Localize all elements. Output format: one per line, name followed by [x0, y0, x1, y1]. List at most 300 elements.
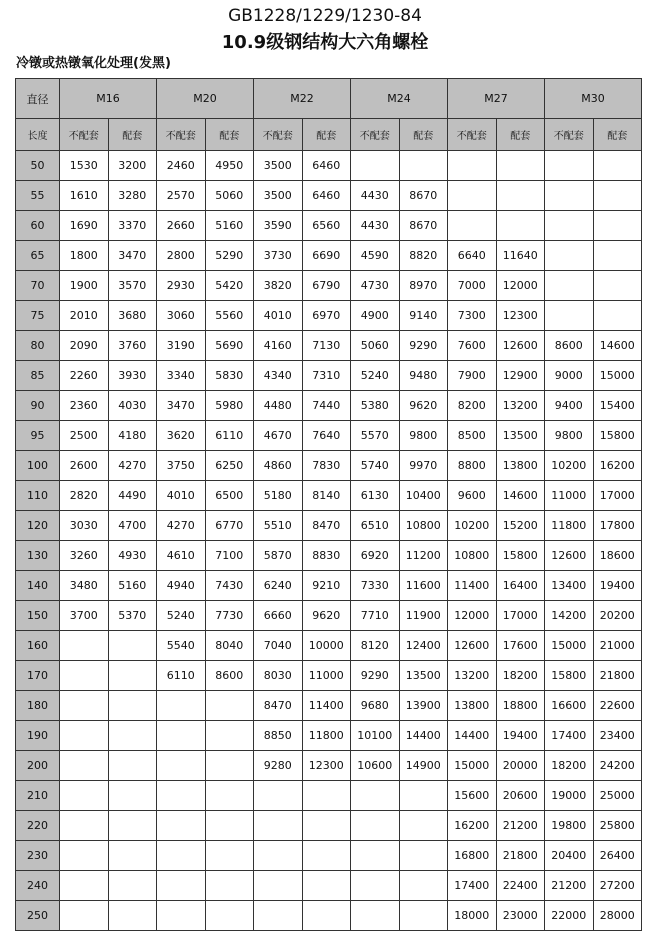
price-cell	[302, 781, 351, 811]
price-cell	[157, 781, 206, 811]
table-row	[16, 901, 642, 931]
price-cell: 6250	[205, 451, 254, 481]
price-cell: 5830	[205, 361, 254, 391]
table-row	[16, 421, 642, 451]
price-cell: 11000	[545, 481, 594, 511]
price-cell	[108, 661, 157, 691]
price-cell	[399, 811, 448, 841]
price-cell	[60, 811, 109, 841]
price-cell: 13500	[399, 661, 448, 691]
price-cell: 19400	[593, 571, 642, 601]
price-cell: 2090	[60, 331, 109, 361]
price-cell: 3030	[60, 511, 109, 541]
price-cell: 3370	[108, 211, 157, 241]
price-cell: 17600	[496, 631, 545, 661]
price-cell: 24200	[593, 751, 642, 781]
price-cell: 12000	[496, 271, 545, 301]
price-cell	[60, 871, 109, 901]
price-cell	[108, 631, 157, 661]
price-cell	[205, 841, 254, 871]
price-cell: 4610	[157, 541, 206, 571]
table-row	[16, 811, 642, 841]
table-row	[16, 691, 642, 721]
price-cell	[60, 781, 109, 811]
price-cell: 2930	[157, 271, 206, 301]
price-cell	[108, 811, 157, 841]
price-cell: 5420	[205, 271, 254, 301]
length-cell: 230	[16, 841, 60, 871]
treatment-subtitle: 冷镦或热镦氧化处理(发黑)	[16, 56, 171, 71]
price-cell: 18800	[496, 691, 545, 721]
size-header-m16: M16	[60, 79, 157, 119]
price-cell: 5380	[351, 391, 400, 421]
price-cell: 15000	[545, 631, 594, 661]
price-cell: 3700	[60, 601, 109, 631]
price-cell	[157, 871, 206, 901]
price-cell: 27200	[593, 871, 642, 901]
price-cell: 5160	[108, 571, 157, 601]
price-cell	[351, 901, 400, 931]
price-cell	[496, 211, 545, 241]
price-cell: 9800	[545, 421, 594, 451]
price-cell: 21800	[496, 841, 545, 871]
price-cell: 16600	[545, 691, 594, 721]
price-cell: 8670	[399, 181, 448, 211]
price-cell: 12000	[448, 601, 497, 631]
sub-header-matched: 配套	[399, 119, 448, 151]
price-cell: 6560	[302, 211, 351, 241]
price-cell: 7430	[205, 571, 254, 601]
price-cell: 8670	[399, 211, 448, 241]
price-cell: 18200	[496, 661, 545, 691]
price-cell	[448, 211, 497, 241]
price-cell: 5290	[205, 241, 254, 271]
price-cell: 5560	[205, 301, 254, 331]
price-cell: 11800	[302, 721, 351, 751]
price-cell: 3500	[254, 151, 303, 181]
price-cell: 3480	[60, 571, 109, 601]
price-cell: 5540	[157, 631, 206, 661]
price-cell	[545, 241, 594, 271]
bolt-price-table	[15, 78, 642, 931]
length-cell: 70	[16, 271, 60, 301]
price-cell: 25800	[593, 811, 642, 841]
price-cell: 9290	[351, 661, 400, 691]
length-cell: 210	[16, 781, 60, 811]
price-cell: 4270	[108, 451, 157, 481]
price-cell: 4670	[254, 421, 303, 451]
price-cell: 3730	[254, 241, 303, 271]
price-cell: 3340	[157, 361, 206, 391]
price-cell: 3470	[157, 391, 206, 421]
price-cell	[593, 241, 642, 271]
price-cell: 15000	[448, 751, 497, 781]
price-cell: 21800	[593, 661, 642, 691]
price-cell: 7310	[302, 361, 351, 391]
price-cell: 10000	[302, 631, 351, 661]
price-cell	[254, 901, 303, 931]
price-cell	[496, 151, 545, 181]
price-cell: 10800	[448, 541, 497, 571]
price-cell: 7600	[448, 331, 497, 361]
price-cell	[60, 661, 109, 691]
size-header-m20: M20	[157, 79, 254, 119]
price-cell: 7830	[302, 451, 351, 481]
price-cell: 4930	[108, 541, 157, 571]
price-cell: 3200	[108, 151, 157, 181]
price-cell: 7440	[302, 391, 351, 421]
price-cell: 9680	[351, 691, 400, 721]
price-cell: 7730	[205, 601, 254, 631]
price-cell	[399, 151, 448, 181]
price-cell	[593, 211, 642, 241]
price-cell: 6690	[302, 241, 351, 271]
price-cell: 6240	[254, 571, 303, 601]
table-row	[16, 751, 642, 781]
price-cell: 5870	[254, 541, 303, 571]
sub-header-unmatched: 不配套	[448, 119, 497, 151]
price-cell: 9290	[399, 331, 448, 361]
price-cell: 2460	[157, 151, 206, 181]
price-cell: 9210	[302, 571, 351, 601]
table-row	[16, 271, 642, 301]
price-cell: 7640	[302, 421, 351, 451]
price-cell: 7710	[351, 601, 400, 631]
price-cell	[351, 871, 400, 901]
table-row	[16, 391, 642, 421]
table-row	[16, 211, 642, 241]
price-cell: 3470	[108, 241, 157, 271]
sub-header-unmatched: 不配套	[60, 119, 109, 151]
length-cell: 95	[16, 421, 60, 451]
price-cell: 11200	[399, 541, 448, 571]
length-cell: 240	[16, 871, 60, 901]
sub-header-matched: 配套	[593, 119, 642, 151]
price-cell	[60, 691, 109, 721]
price-cell	[448, 151, 497, 181]
price-cell: 8470	[254, 691, 303, 721]
price-cell: 2260	[60, 361, 109, 391]
price-cell	[60, 751, 109, 781]
price-cell: 4430	[351, 181, 400, 211]
price-cell: 5240	[157, 601, 206, 631]
price-cell	[108, 781, 157, 811]
price-cell: 6460	[302, 151, 351, 181]
price-cell: 9620	[302, 601, 351, 631]
price-cell: 7040	[254, 631, 303, 661]
sub-header-matched: 配套	[496, 119, 545, 151]
price-cell: 9400	[545, 391, 594, 421]
length-cell: 130	[16, 541, 60, 571]
table-row	[16, 541, 642, 571]
price-cell: 6970	[302, 301, 351, 331]
price-cell	[60, 721, 109, 751]
price-cell	[351, 151, 400, 181]
price-cell: 13400	[545, 571, 594, 601]
table-row	[16, 841, 642, 871]
price-cell: 6460	[302, 181, 351, 211]
price-cell: 7130	[302, 331, 351, 361]
price-cell: 5160	[205, 211, 254, 241]
price-cell	[254, 841, 303, 871]
sub-header-unmatched: 不配套	[254, 119, 303, 151]
price-cell: 22400	[496, 871, 545, 901]
price-cell	[157, 691, 206, 721]
price-cell: 8030	[254, 661, 303, 691]
price-cell: 1690	[60, 211, 109, 241]
length-cell: 190	[16, 721, 60, 751]
price-cell: 12600	[545, 541, 594, 571]
price-cell: 8600	[205, 661, 254, 691]
price-cell: 4730	[351, 271, 400, 301]
price-cell: 8970	[399, 271, 448, 301]
price-cell: 3930	[108, 361, 157, 391]
price-cell: 1610	[60, 181, 109, 211]
length-cell: 160	[16, 631, 60, 661]
price-cell: 6110	[205, 421, 254, 451]
price-cell: 1530	[60, 151, 109, 181]
price-cell: 5060	[205, 181, 254, 211]
price-cell: 23400	[593, 721, 642, 751]
price-cell: 4010	[254, 301, 303, 331]
length-cell: 75	[16, 301, 60, 331]
price-cell: 13500	[496, 421, 545, 451]
price-cell: 4940	[157, 571, 206, 601]
price-cell: 9480	[399, 361, 448, 391]
price-cell: 12900	[496, 361, 545, 391]
price-cell	[351, 781, 400, 811]
length-cell: 180	[16, 691, 60, 721]
price-cell: 2010	[60, 301, 109, 331]
price-cell: 17000	[593, 481, 642, 511]
price-cell	[399, 841, 448, 871]
size-header-m30: M30	[545, 79, 642, 119]
price-cell: 8600	[545, 331, 594, 361]
table-row	[16, 481, 642, 511]
length-cell: 120	[16, 511, 60, 541]
table-row	[16, 511, 642, 541]
price-cell: 7100	[205, 541, 254, 571]
price-cell	[60, 631, 109, 661]
price-cell: 3620	[157, 421, 206, 451]
price-cell	[399, 871, 448, 901]
price-cell: 19000	[545, 781, 594, 811]
price-cell: 8470	[302, 511, 351, 541]
price-cell: 5060	[351, 331, 400, 361]
price-cell: 10400	[399, 481, 448, 511]
price-cell: 4590	[351, 241, 400, 271]
price-cell: 11800	[545, 511, 594, 541]
table-row	[16, 451, 642, 481]
table-row	[16, 241, 642, 271]
price-cell: 2570	[157, 181, 206, 211]
price-cell	[496, 181, 545, 211]
sub-header-unmatched: 不配套	[157, 119, 206, 151]
price-cell	[399, 901, 448, 931]
price-cell: 13200	[448, 661, 497, 691]
length-cell: 60	[16, 211, 60, 241]
price-cell	[157, 901, 206, 931]
price-cell: 6790	[302, 271, 351, 301]
price-cell	[60, 841, 109, 871]
price-cell: 7000	[448, 271, 497, 301]
table-row	[16, 361, 642, 391]
length-cell: 170	[16, 661, 60, 691]
price-cell	[157, 811, 206, 841]
price-cell: 14600	[496, 481, 545, 511]
price-cell: 3570	[108, 271, 157, 301]
length-cell: 65	[16, 241, 60, 271]
price-cell: 18000	[448, 901, 497, 931]
price-cell: 8800	[448, 451, 497, 481]
price-cell: 17800	[593, 511, 642, 541]
price-cell: 6110	[157, 661, 206, 691]
price-cell: 6510	[351, 511, 400, 541]
price-cell	[60, 901, 109, 931]
price-cell: 6130	[351, 481, 400, 511]
price-cell: 11600	[399, 571, 448, 601]
price-cell: 14400	[448, 721, 497, 751]
length-cell: 55	[16, 181, 60, 211]
price-cell: 15800	[593, 421, 642, 451]
price-cell	[254, 811, 303, 841]
price-cell: 28000	[593, 901, 642, 931]
price-cell: 14400	[399, 721, 448, 751]
price-cell	[205, 691, 254, 721]
price-cell: 5570	[351, 421, 400, 451]
price-cell: 12400	[399, 631, 448, 661]
price-cell	[108, 751, 157, 781]
price-cell: 4700	[108, 511, 157, 541]
price-cell: 3680	[108, 301, 157, 331]
price-cell: 6770	[205, 511, 254, 541]
price-cell: 4160	[254, 331, 303, 361]
price-cell: 9000	[545, 361, 594, 391]
price-cell: 2820	[60, 481, 109, 511]
price-cell: 18600	[593, 541, 642, 571]
price-cell	[593, 271, 642, 301]
price-cell	[593, 301, 642, 331]
price-cell	[108, 691, 157, 721]
price-cell: 11900	[399, 601, 448, 631]
price-cell: 13200	[496, 391, 545, 421]
price-cell: 14200	[545, 601, 594, 631]
size-header-m24: M24	[351, 79, 448, 119]
price-cell: 5980	[205, 391, 254, 421]
price-cell: 5740	[351, 451, 400, 481]
price-cell	[545, 301, 594, 331]
price-cell: 2600	[60, 451, 109, 481]
price-cell	[205, 781, 254, 811]
price-cell	[108, 721, 157, 751]
price-cell: 12300	[496, 301, 545, 331]
price-cell	[593, 151, 642, 181]
price-cell: 7300	[448, 301, 497, 331]
length-cell: 220	[16, 811, 60, 841]
price-cell	[157, 841, 206, 871]
price-cell: 19800	[545, 811, 594, 841]
price-cell: 5240	[351, 361, 400, 391]
price-cell: 11640	[496, 241, 545, 271]
table-row	[16, 601, 642, 631]
price-cell: 12600	[448, 631, 497, 661]
price-cell: 22000	[545, 901, 594, 931]
length-cell: 250	[16, 901, 60, 931]
price-cell: 9800	[399, 421, 448, 451]
sub-header-unmatched: 不配套	[351, 119, 400, 151]
price-cell: 13800	[496, 451, 545, 481]
table-row	[16, 571, 642, 601]
price-cell: 3820	[254, 271, 303, 301]
price-cell: 12600	[496, 331, 545, 361]
price-cell: 3760	[108, 331, 157, 361]
price-cell: 4270	[157, 511, 206, 541]
price-cell: 22600	[593, 691, 642, 721]
price-cell	[351, 811, 400, 841]
price-cell: 15800	[545, 661, 594, 691]
table-row	[16, 301, 642, 331]
price-cell: 8830	[302, 541, 351, 571]
table-row	[16, 331, 642, 361]
table-body	[16, 151, 642, 931]
length-cell: 80	[16, 331, 60, 361]
price-cell	[302, 871, 351, 901]
price-cell: 15400	[593, 391, 642, 421]
price-cell: 4480	[254, 391, 303, 421]
price-cell: 2360	[60, 391, 109, 421]
price-cell: 7330	[351, 571, 400, 601]
price-cell: 4010	[157, 481, 206, 511]
price-cell	[399, 781, 448, 811]
price-cell: 23000	[496, 901, 545, 931]
price-cell: 5370	[108, 601, 157, 631]
price-cell: 18200	[545, 751, 594, 781]
price-cell: 1800	[60, 241, 109, 271]
price-cell: 4860	[254, 451, 303, 481]
price-cell: 12300	[302, 751, 351, 781]
price-cell: 4340	[254, 361, 303, 391]
sub-header-matched: 配套	[205, 119, 254, 151]
price-cell: 16800	[448, 841, 497, 871]
table-row	[16, 661, 642, 691]
price-cell: 11000	[302, 661, 351, 691]
price-cell: 9280	[254, 751, 303, 781]
price-cell	[545, 271, 594, 301]
price-cell	[205, 901, 254, 931]
price-cell	[593, 181, 642, 211]
price-cell: 17400	[448, 871, 497, 901]
length-cell: 50	[16, 151, 60, 181]
diameter-corner-label: 直径	[16, 79, 60, 119]
price-cell	[302, 841, 351, 871]
price-cell: 20400	[545, 841, 594, 871]
price-cell	[448, 181, 497, 211]
table-row	[16, 721, 642, 751]
price-cell: 9970	[399, 451, 448, 481]
table-row	[16, 781, 642, 811]
price-cell: 8140	[302, 481, 351, 511]
price-cell: 8200	[448, 391, 497, 421]
price-cell: 9140	[399, 301, 448, 331]
price-cell: 21000	[593, 631, 642, 661]
sub-header-matched: 配套	[108, 119, 157, 151]
price-cell: 13800	[448, 691, 497, 721]
price-cell	[545, 151, 594, 181]
price-cell: 15600	[448, 781, 497, 811]
price-cell: 26400	[593, 841, 642, 871]
price-cell: 25000	[593, 781, 642, 811]
price-cell: 3750	[157, 451, 206, 481]
